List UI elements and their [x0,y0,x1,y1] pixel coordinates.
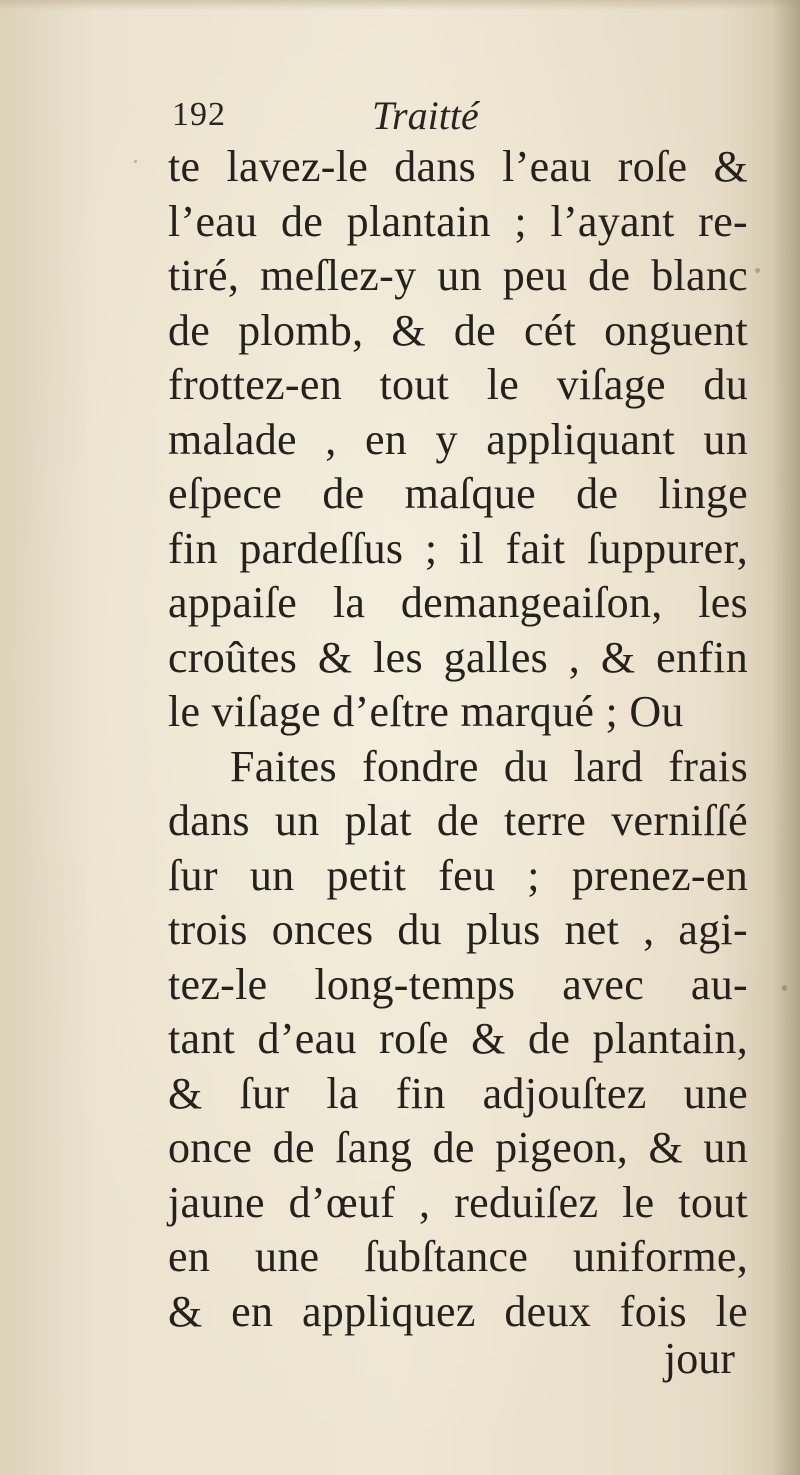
text-line: te lavez-le dans l’eau roſe & [168,142,748,191]
paragraph-first-line: Faites fondre du lard frais [230,741,748,791]
text-line: de plomb, & de cét onguent [168,305,748,355]
text-line: frottez-en tout le viſage du [168,360,748,409]
text-line: jaune d’œuf , reduiſez le tout [168,1177,748,1227]
paper-speck [134,160,137,163]
text-line: appaiſe la demangeaiſon, les [168,578,748,627]
text-line: tiré, meſlez-y un peu de blanc [168,251,748,300]
text-line: ſur un petit feu ; prenez-en [168,850,748,900]
text-line: dans un plat de terre verniſſé [168,796,748,845]
paper-speck [782,985,787,991]
text-line: eſpece de maſque de linge [168,469,748,518]
text-line: l’eau de plantain ; l’ayant re- [168,196,748,246]
running-title: Traitté [372,93,479,138]
gutter-shadow [772,0,800,1475]
body-text [168,140,748,1339]
page-top-edge [0,0,800,10]
text-line: tant d’eau roſe & de plantain, [168,1014,748,1063]
text-line: en une ſubſtance uniforme, [168,1232,748,1281]
running-header [172,92,572,140]
paper-speck [755,268,760,273]
text-line: & en appliquez deux fois le [168,1286,748,1336]
text-line: malade , en y appliquant un [168,414,748,464]
text-line: tez-le long-temps avec au- [168,959,748,1009]
text-line: croûtes & les galles , & enfin [168,632,748,682]
text-line: le viſage d’eſtre marqué ; Ou [168,687,684,736]
text-line: once de ſang de pigeon, & un [168,1123,748,1172]
catchword: jour [664,1334,735,1383]
text-line: fin pardeſſus ; il fait ſuppurer, [168,523,748,573]
text-line: & ſur la fin adjouſtez une [168,1068,748,1118]
page-number: 192 [172,96,226,133]
text-line: trois onces du plus net , agi- [168,905,748,954]
